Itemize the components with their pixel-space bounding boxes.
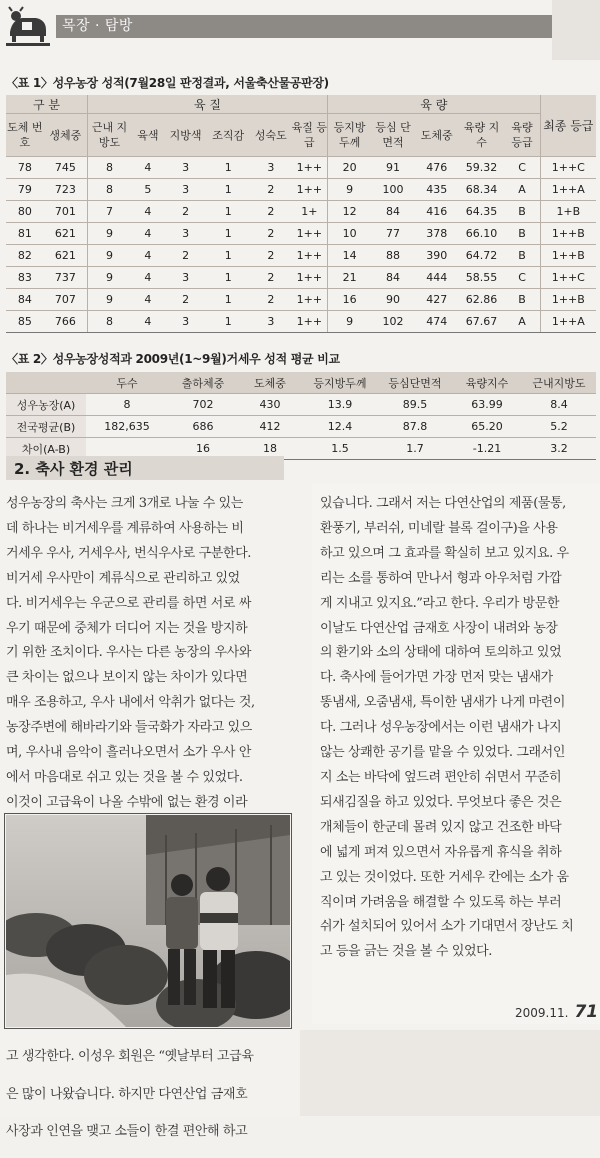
table-cell: B <box>504 289 540 311</box>
col-header: 등지방 두께 <box>328 114 372 157</box>
table-cell: 7 <box>87 201 131 223</box>
body-text-line: 에 넓게 퍼져 있으면서 자유롭게 휴식을 취하 <box>320 844 562 860</box>
grading-results-table <box>6 95 596 333</box>
table-cell: 182,635 <box>86 416 168 438</box>
col-header: 성숙도 <box>250 114 292 157</box>
body-text-line: 않는 상쾌한 공기를 맡을 수 있었다. 그래서인 <box>320 745 565 761</box>
table-cell: C <box>504 157 540 179</box>
body-text-line: 리는 소를 통하여 만나서 형과 아우처럼 가깝 <box>320 570 562 586</box>
table-cell: 67.67 <box>459 311 505 333</box>
col-header: 육량 등급 <box>504 114 540 157</box>
col-header: 육색 <box>131 114 165 157</box>
table-cell: 444 <box>415 267 459 289</box>
table-cell: 2 <box>165 201 207 223</box>
table-cell: 430 <box>238 394 302 416</box>
table-cell: 686 <box>168 416 238 438</box>
table-cell: 2 <box>250 223 292 245</box>
table-cell: 1+B <box>540 201 596 223</box>
col-header: 도체중 <box>415 114 459 157</box>
table-cell: 79 <box>6 179 44 201</box>
table-cell: C <box>504 267 540 289</box>
table-cell: 8 <box>87 179 131 201</box>
body-text-line: 성우농장의 축사는 크게 3개로 나눌 수 있는 <box>6 496 243 511</box>
table-row <box>6 416 596 438</box>
page-footer <box>515 1002 598 1022</box>
table-cell: 65.20 <box>452 416 522 438</box>
table-cell: 737 <box>44 267 88 289</box>
table-cell: 5.2 <box>522 416 596 438</box>
page-header <box>0 0 600 50</box>
body-text-line: 이날도 다연산업 금재호 사장이 내려와 농장 <box>320 620 558 636</box>
table-cell: 82 <box>6 245 44 267</box>
table-cell: 416 <box>415 201 459 223</box>
table-cell: 9 <box>87 245 131 267</box>
col-header-final-grade: 최종 등급 <box>540 95 596 157</box>
table-cell: 745 <box>44 157 88 179</box>
group-header-quality: 육 질 <box>87 95 327 114</box>
body-column-left <box>6 492 296 816</box>
table-cell: 9 <box>87 289 131 311</box>
table-cell: 390 <box>415 245 459 267</box>
table-cell: 81 <box>6 223 44 245</box>
table-cell: 성우농장(A) <box>6 394 86 416</box>
comparison-table <box>6 372 596 460</box>
col-header: 두수 <box>86 372 168 394</box>
body-text-line: 큰 차이는 없으나 보이지 않는 차이가 있다면 <box>6 670 248 686</box>
table-cell: 4 <box>131 245 165 267</box>
table-cell: 100 <box>371 179 415 201</box>
body-text-line: 우기 때문에 중체가 더디어 지는 것을 방지하 <box>6 620 248 636</box>
table-cell: 13.9 <box>302 394 378 416</box>
table-cell: 91 <box>371 157 415 179</box>
table-cell: B <box>504 223 540 245</box>
table-row <box>6 267 596 289</box>
body-text-line: 있습니다. 그래서 저는 다연산업의 제품(물통, <box>320 496 566 511</box>
table-cell: 4 <box>131 311 165 333</box>
table-cell: 14 <box>328 245 372 267</box>
body-text-line: 다. 비거세우는 우군으로 관리를 하면 서로 싸 <box>6 595 251 611</box>
table-cell: 1++C <box>540 267 596 289</box>
table-cell: 85 <box>6 311 44 333</box>
page-number: 71 <box>574 1002 599 1022</box>
table-cell: 89.5 <box>378 394 452 416</box>
table-cell: 1++A <box>540 179 596 201</box>
table-cell: 62.86 <box>459 289 505 311</box>
table-cell: 621 <box>44 245 88 267</box>
body-text-line: 기 위한 조치이다. 우사는 다른 농장의 우사와 <box>6 645 251 661</box>
table-cell: 68.34 <box>459 179 505 201</box>
col-header: 도체 번호 <box>6 114 44 157</box>
table-cell: 476 <box>415 157 459 179</box>
table-cell: 1++ <box>292 311 328 333</box>
table-cell: 84 <box>6 289 44 311</box>
table-cell: 64.35 <box>459 201 505 223</box>
table-cell: 차이(A-B) <box>6 438 86 460</box>
blank-area <box>300 1030 600 1116</box>
body-text-line: 고 생각한다. 이성우 회원은 “옛날부터 고급육 <box>6 1049 254 1064</box>
table-cell: 1.5 <box>302 438 378 460</box>
table-cell: 1++ <box>292 267 328 289</box>
body-text-line: 에서 마음대로 쉬고 있는 것을 볼 수 있었다. <box>6 769 243 785</box>
table2-caption: 〈표 2〉성우농장성적과 2009년(1~9월)거세우 성적 평균 비교 <box>6 352 340 366</box>
table-cell: 1.7 <box>378 438 452 460</box>
table-cell: 3 <box>250 311 292 333</box>
table-cell: 16 <box>328 289 372 311</box>
table-cell: 10 <box>328 223 372 245</box>
table-cell: B <box>504 201 540 223</box>
table-cell: 66.10 <box>459 223 505 245</box>
table-cell: 87.8 <box>378 416 452 438</box>
table-cell: 59.32 <box>459 157 505 179</box>
table-row <box>6 245 596 267</box>
col-header: 등심단면적 <box>378 372 452 394</box>
table-cell: 378 <box>415 223 459 245</box>
col-header: 육질 등급 <box>292 114 328 157</box>
table-cell: 474 <box>415 311 459 333</box>
table-cell: 702 <box>168 394 238 416</box>
table-cell: 58.55 <box>459 267 505 289</box>
table-cell: -1.21 <box>452 438 522 460</box>
table-cell: 1 <box>206 245 250 267</box>
table1-caption: 〈표 1〉성우농장 성적(7월28일 판정결과, 서울축산물공판장) <box>6 76 329 90</box>
table-cell: 4 <box>131 289 165 311</box>
body-text-line: 개체들이 한군데 몰려 있지 않고 건조한 바닥 <box>320 819 562 835</box>
table-cell: 766 <box>44 311 88 333</box>
table-cell: 412 <box>238 416 302 438</box>
table-cell: 1++B <box>540 289 596 311</box>
table-cell: 2 <box>165 245 207 267</box>
table-cell: B <box>504 245 540 267</box>
table-cell: 1 <box>206 201 250 223</box>
table-cell: 1+ <box>292 201 328 223</box>
table-cell: 2 <box>250 179 292 201</box>
body-column-left-continued <box>6 1032 296 1158</box>
table-cell: 8 <box>87 311 131 333</box>
body-text-line: 매우 조용하고, 우사 내에서 악취가 없다는 것, <box>6 695 255 711</box>
table-cell: 83 <box>6 267 44 289</box>
table-cell: 1 <box>206 157 250 179</box>
col-header: 육량지수 <box>452 372 522 394</box>
table-row <box>6 311 596 333</box>
table-cell: 전국평균(B) <box>6 416 86 438</box>
table-cell: A <box>504 179 540 201</box>
table-cell: 3 <box>250 157 292 179</box>
body-text-line: 은 많이 나왔습니다. 하지만 다연산업 금재호 <box>6 1086 248 1102</box>
table-cell: 64.72 <box>459 245 505 267</box>
table-cell: 5 <box>131 179 165 201</box>
table-cell: 3 <box>165 311 207 333</box>
table-cell: 1++C <box>540 157 596 179</box>
table-cell: 1++B <box>540 245 596 267</box>
table-cell: 427 <box>415 289 459 311</box>
body-text-line: 직이며 가려움을 해결할 수 있도록 하는 부러 <box>320 894 562 910</box>
table-cell: 4 <box>131 157 165 179</box>
table-cell: 90 <box>371 289 415 311</box>
table-cell: 3 <box>165 223 207 245</box>
body-text-line: 환풍기, 부러쉬, 미네랄 블록 걸이구)을 사용 <box>320 520 558 536</box>
table-cell: 1 <box>206 289 250 311</box>
table-cell: 88 <box>371 245 415 267</box>
table-cell: 9 <box>87 223 131 245</box>
table-row <box>6 179 596 201</box>
body-text-line: 며, 우사내 음악이 흘러나오면서 소가 우사 안 <box>6 745 251 761</box>
table-cell: 9 <box>328 179 372 201</box>
table-cell: 4 <box>131 223 165 245</box>
table-cell: 84 <box>371 267 415 289</box>
table-cell: 1++ <box>292 179 328 201</box>
table-cell: A <box>504 311 540 333</box>
body-text-line: 비거세 우사만이 계류식으로 관리하고 있었 <box>6 570 240 586</box>
body-text-line: 이것이 고급육이 나올 수밖에 없는 환경 이라 <box>6 794 248 810</box>
body-text-line: 데 하나는 비거세우를 계류하여 사용하는 비 <box>6 520 244 536</box>
table-cell: 77 <box>371 223 415 245</box>
table-cell: 1++ <box>292 289 328 311</box>
table-cell: 84 <box>371 201 415 223</box>
table-cell: 8 <box>86 394 168 416</box>
table-cell: 2 <box>250 245 292 267</box>
group-header-classification: 구 분 <box>6 95 87 114</box>
body-column-right <box>320 492 598 965</box>
table-cell: 1 <box>206 311 250 333</box>
col-header: 조직감 <box>206 114 250 157</box>
table-cell: 21 <box>328 267 372 289</box>
body-text-line: 다. 축사에 들어가면 가장 먼저 맞는 냄새가 <box>320 670 553 686</box>
body-text-line: 의 환기와 소의 상태에 대하여 토의하고 있었 <box>320 645 562 661</box>
table-cell: 1 <box>206 179 250 201</box>
table-cell: 78 <box>6 157 44 179</box>
body-text-line: 되새김질을 하고 있었다. 무엇보다 좋은 것은 <box>320 794 562 810</box>
table-cell: 18 <box>238 438 302 460</box>
table-cell: 4 <box>131 201 165 223</box>
col-header: 도체중 <box>238 372 302 394</box>
col-header: 지방색 <box>165 114 207 157</box>
table-row <box>6 223 596 245</box>
table-cell: 621 <box>44 223 88 245</box>
body-text-line: 게 지내고 있지요.”라고 한다. 우리가 방문한 <box>320 595 560 611</box>
col-header: 생체중 <box>44 114 88 157</box>
table-cell: 9 <box>328 311 372 333</box>
table-row <box>6 157 596 179</box>
body-text-line: 다. 그러나 성우농장에서는 이런 냄새가 나지 <box>320 720 562 736</box>
table-cell: 12.4 <box>302 416 378 438</box>
table-cell: 2 <box>165 289 207 311</box>
table-row <box>6 201 596 223</box>
body-text-line: 거세우 우사, 거세우사, 번식우사로 구분한다. <box>6 545 251 561</box>
table-cell: 707 <box>44 289 88 311</box>
col-header: 육량 지수 <box>459 114 505 157</box>
col-header: 등심 단면적 <box>371 114 415 157</box>
body-text-line: 똥냄새, 오줌냄새, 특이한 냄새가 나게 마련이 <box>320 695 565 711</box>
table-row <box>6 394 596 416</box>
table-cell: 80 <box>6 201 44 223</box>
col-header: 근내지방도 <box>522 372 596 394</box>
table-cell: 2 <box>250 267 292 289</box>
col-header <box>6 372 86 394</box>
table-cell: 102 <box>371 311 415 333</box>
table-cell: 1 <box>206 267 250 289</box>
body-text-line: 고 등을 긁는 것을 볼 수 있었다. <box>320 944 493 960</box>
table-cell: 16 <box>168 438 238 460</box>
table-cell: 20 <box>328 157 372 179</box>
col-header: 출하체중 <box>168 372 238 394</box>
issue-date: 2009.11. <box>515 1006 569 1020</box>
body-text-line: 사장과 인연을 맺고 소들이 한결 편안해 하고 <box>6 1124 248 1139</box>
section-label: 목장 · 탐방 <box>62 18 133 34</box>
table-cell: 3.2 <box>522 438 596 460</box>
body-text-line: 농장주변에 해바라기와 들국화가 자라고 있으 <box>6 720 252 736</box>
table-cell: 3 <box>165 157 207 179</box>
cow-logo-icon <box>2 2 54 48</box>
table-cell: 9 <box>87 267 131 289</box>
table-cell: 1++ <box>292 157 328 179</box>
table-cell: 1++B <box>540 223 596 245</box>
body-text-line: 지 소는 바닥에 엎드려 편안히 쉬면서 꾸준히 <box>320 769 562 785</box>
table-row <box>6 289 596 311</box>
farm-photo <box>6 815 290 1027</box>
page-edge <box>552 0 600 60</box>
group-header-yield: 육 량 <box>328 95 541 114</box>
body-text-line: 하고 있으며 그 효과를 확실히 보고 있지요. 우 <box>320 545 569 561</box>
table-cell: 3 <box>165 267 207 289</box>
table-cell: 2 <box>250 289 292 311</box>
col-header: 근내 지방도 <box>87 114 131 157</box>
body-text-line: 쉬가 설치되어 있어서 소가 기대면서 장난도 치 <box>320 919 574 935</box>
col-header: 등지방두께 <box>302 372 378 394</box>
table-cell: 701 <box>44 201 88 223</box>
table-cell: 3 <box>165 179 207 201</box>
table-cell: 4 <box>131 267 165 289</box>
table-cell: 8.4 <box>522 394 596 416</box>
section-heading: 2. 축사 환경 관리 <box>14 460 133 478</box>
table-cell: 1++A <box>540 311 596 333</box>
table-cell: 1++ <box>292 223 328 245</box>
table-cell: 1 <box>206 223 250 245</box>
table-cell: 1++ <box>292 245 328 267</box>
body-text-line: 고 있는 것이었다. 또한 거세우 칸에는 소가 움 <box>320 869 569 885</box>
table-cell: 8 <box>87 157 131 179</box>
table-cell: 723 <box>44 179 88 201</box>
table-cell: 12 <box>328 201 372 223</box>
table-cell: 435 <box>415 179 459 201</box>
table-cell: 2 <box>250 201 292 223</box>
table-cell: 63.99 <box>452 394 522 416</box>
